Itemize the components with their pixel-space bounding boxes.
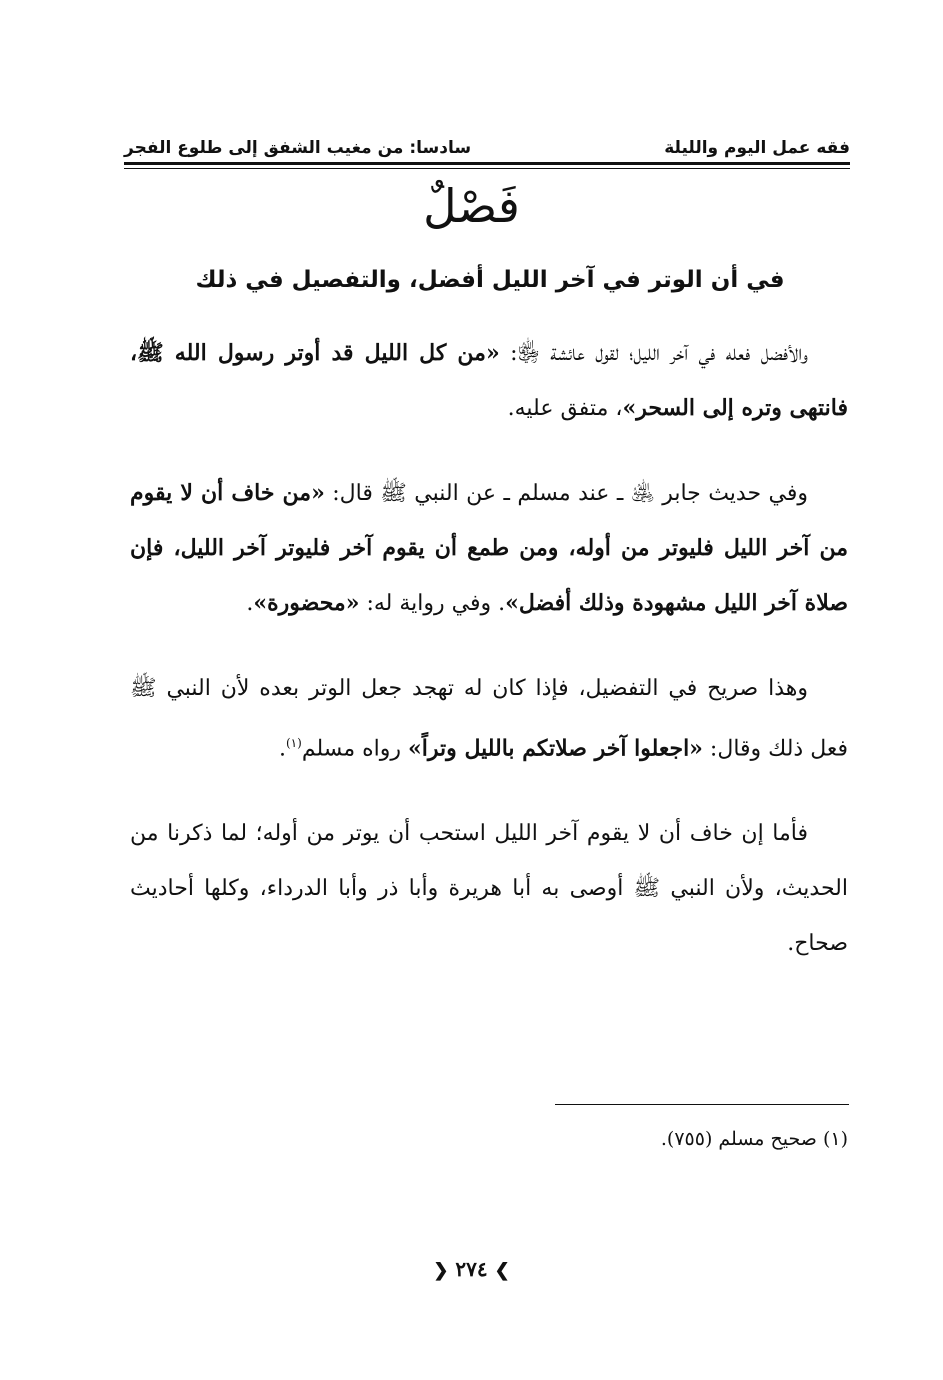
header-rule	[124, 162, 850, 165]
ornament-icon: ❮	[433, 1260, 449, 1281]
body-text	[130, 326, 848, 971]
paragraph-text: .	[278, 736, 286, 762]
book-title: فقه عمل اليوم والليلة	[664, 138, 850, 158]
paragraph-text: . وفي رواية له:	[359, 591, 506, 616]
footnote-ref[interactable]: (١)	[285, 736, 302, 750]
paragraph-4	[130, 806, 848, 971]
hadith-quote: «من كل الليل قد أوتر رسول الله ﷺ، فانتهى وتره إلى السحر»	[130, 340, 848, 421]
paragraph-text: ، متفق عليه.	[507, 396, 623, 421]
paragraph-text: فأما إن خاف أن لا يقوم آخر الليل استحب أن يوتر من أوله؛ لما ذكرنا من الحديث، ولأن النبي ﷺ أوصى به أبا هريرة وأبا ذر وأبا الدرداء، وكلها أحاديث صحاح.	[130, 821, 848, 957]
hadith-quote: «محضورة»	[253, 590, 360, 616]
ornament-icon: ❯	[494, 1260, 510, 1281]
page-number-value: ٢٧٤	[455, 1257, 488, 1281]
paragraph-text: رواه مسلم	[301, 736, 409, 762]
page-number	[0, 1254, 943, 1286]
paragraph-2	[130, 466, 848, 631]
footnote: (١) صحيح مسلم (٧٥٥).	[660, 1128, 848, 1150]
hadith-quote: «اجعلوا آخر صلاتكم بالليل وتراً»	[408, 735, 703, 762]
paragraph-text: وهذا صريح في التفضيل، فإذا كان له تهجد جعل الوتر بعده لأن النبي ﷺ فعل ذلك وقال:	[130, 676, 848, 762]
running-header	[124, 128, 850, 158]
paragraph-1	[130, 326, 848, 436]
paragraph-text: والأفضل فعله في آخر الليل؛ لقول عائشة ﵂:	[499, 341, 809, 366]
paragraph-text: .	[246, 591, 254, 616]
header-rule-thin	[124, 168, 850, 169]
hadith-quote: «من خاف أن لا يقوم من آخر الليل فليوتر من أوله، ومن طمع أن يقوم آخر فليوتر آخر الليل، فإن صلاة آخر الليل مشهودة وذلك أفضل»	[130, 480, 848, 616]
section-title: سادسا: من مغيب الشفق إلى طلوع الفجر	[124, 138, 472, 158]
paragraph-text: وفي حديث جابر ﵁ ـ عند مسلم ـ عن النبي ﷺ قال:	[324, 481, 808, 506]
chapter-title: في أن الوتر في آخر الليل أفضل، والتفصيل في ذلك	[195, 267, 785, 293]
footnote-separator	[555, 1104, 849, 1105]
section-word: فَصْلٌ	[423, 179, 520, 233]
paragraph-3	[130, 661, 848, 776]
